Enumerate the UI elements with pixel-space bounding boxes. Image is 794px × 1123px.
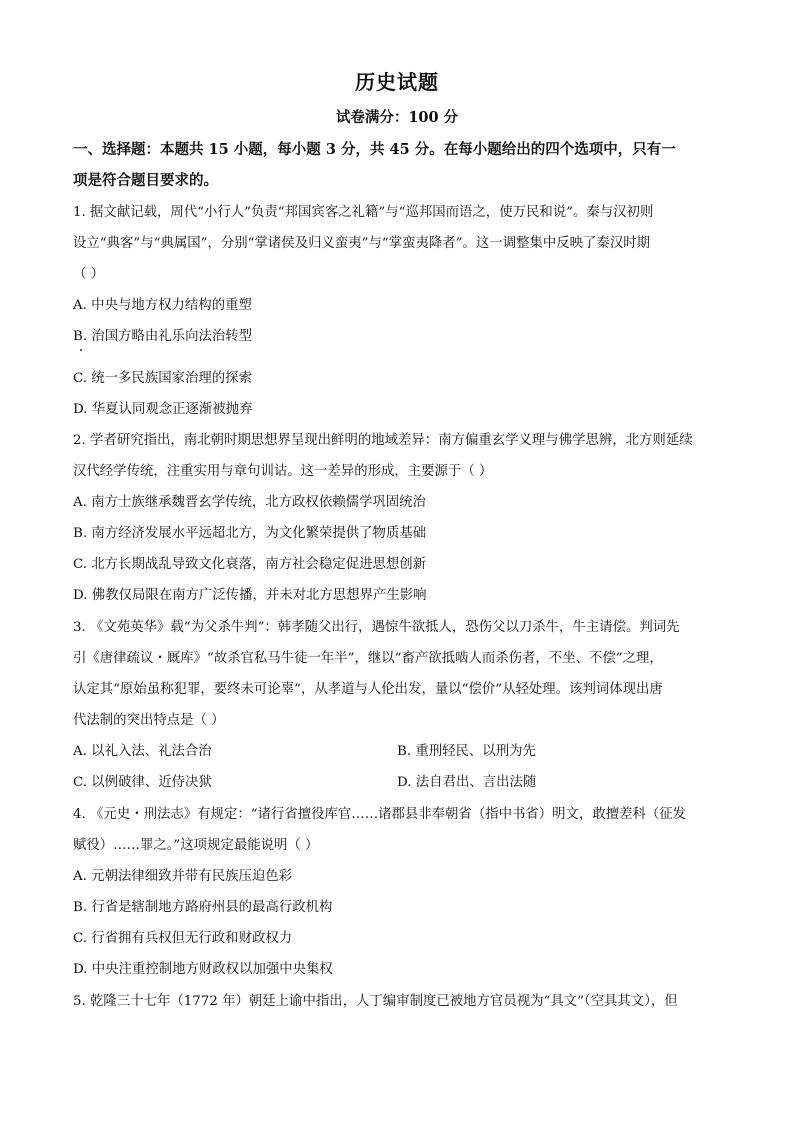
question-1-answer-blank: （ ） <box>73 267 105 282</box>
question-4-option-c: C. 行省拥有兵权但无行政和财政权力 <box>73 931 293 946</box>
question-5-stem-line-1: 5. 乾隆三十七年（1772 年）朝廷上谕中指出，人丁编审制度已被地方官员视为“具文”（空具其文），但 <box>73 994 678 1009</box>
question-4-stem-line-2: 赋役）……罪之。”这项规定最能说明（ ） <box>73 838 319 853</box>
question-4-stem-line-1: 4. 《元史・刑法志》有规定：“诸行省擅役库官……诸郡县非奉朝省（指中书省）明文，敢擅差科（征发 <box>73 807 687 822</box>
question-3-option-a: A. 以礼入法、礼法合治 <box>73 744 212 759</box>
section-heading <box>73 134 733 196</box>
question-3-option-c: C. 以例破律、近侍决狱 <box>73 775 212 790</box>
question-2-option-b: B. 南方经济发展水平远超北方，为文化繁荣提供了物质基础 <box>73 526 427 541</box>
question-3-stem-line-3: 认定其“原始虽称犯罪，要终未可论辜”，从孝道与人伦出发，量以“偿价”从轻处理。该判词体现出唐 <box>73 682 663 697</box>
page-title: 历史试题 <box>355 70 439 94</box>
full-score-label: 试卷满分：100 分 <box>335 109 459 126</box>
question-1-option-d: D. 华夏认同观念正逐渐被抛弃 <box>73 402 253 417</box>
question-1-stem-line-2: 设立“典客”与“典属国”，分别“掌诸侯及归义蛮夷”与“掌蛮夷降者”。这一调整集中反映了秦汉时期 <box>73 236 650 251</box>
question-2-option-d: D. 佛教仅局限在南方广泛传播，并未对北方思想界产生影响 <box>73 588 427 603</box>
question-4-option-a: A. 元朝法律细致并带有民族压迫色彩 <box>73 869 293 884</box>
question-1-option-b: B. 治国方略由礼乐向法治转型 <box>73 329 253 344</box>
question-3-option-b: B. 重刑轻民、以刑为先 <box>397 744 536 759</box>
section-heading-line-1: 一、选择题：本题共 15 小题，每小题 3 分，共 45 分。在每小题给出的四个选项中，只有一 <box>73 141 676 158</box>
question-2-stem-line-1: 2. 学者研究指出，南北朝时期思想界呈现出鲜明的地域差异：南方偏重玄学义理与佛学思辨，北方则延续 <box>73 433 693 448</box>
stray-dot-mark <box>80 349 82 351</box>
question-1-option-a: A. 中央与地方权力结构的重塑 <box>73 298 252 313</box>
question-4-option-b: B. 行省是辖制地方路府州县的最高行政机构 <box>73 900 333 915</box>
section-heading-line-2: 项是符合题目要求的。 <box>73 172 218 189</box>
question-2-option-c: C. 北方长期战乱导致文化衰落，南方社会稳定促进思想创新 <box>73 557 427 572</box>
question-3-stem-line-2: 引《唐律疏议・厩库》“故杀官私马牛徒一年半”，继以“畜产欲抵啮人而杀伤者，不坐、不偿”之理， <box>73 651 663 666</box>
question-1-option-c: C. 统一多民族国家治理的探索 <box>73 371 252 386</box>
question-3-stem-line-4: 代法制的突出特点是（ ） <box>73 713 225 728</box>
question-3-stem-line-1: 3. 《文苑英华》载“为父杀牛判”：韩孝随父出行，遇惊牛欲抵人，恐伤父以刀杀牛，牛主请偿。判词先 <box>73 620 680 635</box>
question-2-stem-line-2: 汉代经学传统，注重实用与章句训诂。这一差异的形成，主要源于（ ） <box>73 464 493 479</box>
question-2-option-a: A. 南方士族继承魏晋玄学传统，北方政权依赖儒学巩固统治 <box>73 495 426 510</box>
question-3-option-d: D. 法自君出、言出法随 <box>397 775 537 790</box>
question-1-stem-line-1: 1. 据文献记载，周代“小行人”负责“邦国宾客之礼籍”与“巡邦国而语之，使万民和说”。秦与汉初则 <box>73 205 654 220</box>
question-4-option-d: D. 中央注重控制地方财政权以加强中央集权 <box>73 962 333 977</box>
